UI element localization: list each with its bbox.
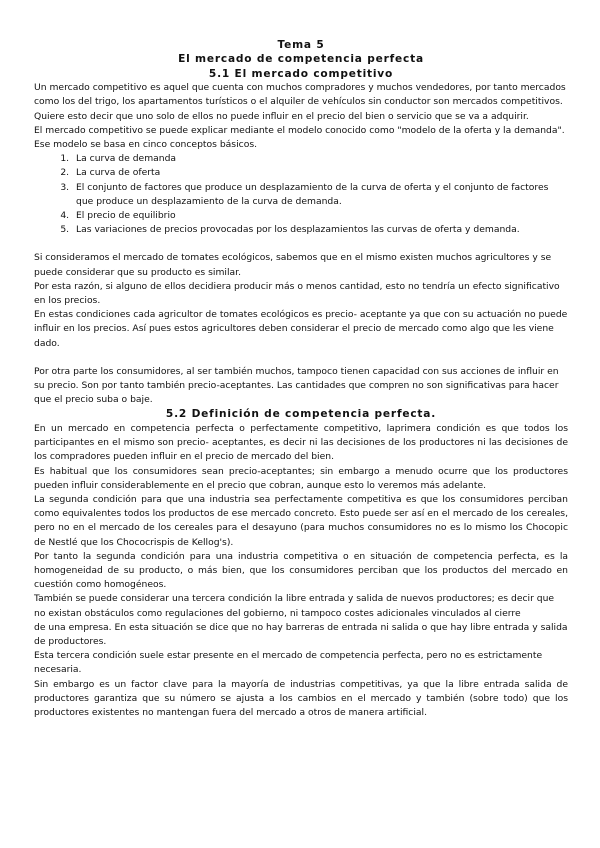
list-item: 5. Las variaciones de precios provocadas por los desplazamientos las curvas de oferta y demanda. (72, 223, 568, 237)
document-subtitle: El mercado de competencia perfecta (178, 53, 424, 66)
list-item: 4. El precio de equilibrio (72, 209, 568, 223)
list-item: 3. El conjunto de factores que produce un desplazamiento de la curva de oferta y el conjunto de factores que produce un desplazamiento de la curva de demanda. (72, 181, 568, 209)
paragraph: La segunda condición para que una industria sea perfectamente competitiva es que los consumidores perciban como equivalentes todos los productos de ese mercado concreto. Esto puede ser así en el mercado de los cereales, pero no en el mercado de los cereales para el desayuno (para muchos consumidores no es lo mismo los Chocopic de Nestlé que los Chococrispis de Kellog's). (34, 493, 568, 548)
paragraph: Ese modelo se basa en cinco conceptos básicos. (34, 139, 258, 151)
document-body (34, 38, 568, 720)
list-item: 1. La curva de demanda (72, 152, 568, 166)
paragraph: Quiere esto decir que uno solo de ellos no puede influir en el precio del bien o servicio que se va a adquirir. (34, 110, 529, 122)
paragraph: Un mercado competitivo es aquel que cuenta con muchos compradores y muchos vendedores, por tanto mercados como los del trigo, los apartamentos turísticos o el alquiler de vehículos sin conductor son mercados competitivos. (34, 82, 566, 108)
paragraph: En estas condiciones cada agricultor de tomates ecológicos es precio- aceptante ya que con su actuación no puede influir en los precios. Así pues estos agricultores deben considerar el precio de mercado como algo que les viene dado. (34, 309, 568, 349)
section-1-heading: 5.1 El mercado competitivo (208, 67, 394, 80)
section-2-heading: 5.2 Definición de competencia perfecta. (165, 408, 437, 421)
list-item: 2. La curva de oferta (72, 166, 568, 180)
paragraph: Sin embargo es un factor clave para la mayoría de industrias competitivas, ya que la libre entrada salida de productores garantiza que su número se ajusta a los cambios en el mercado y también (sobre todo) que los productores existentes no mantengan fuera del mercado a otros de manera artificial. (34, 678, 568, 718)
spacer (34, 237, 568, 251)
paragraph: El mercado competitivo se puede explicar mediante el modelo conocido como "modelo de la oferta y la demanda". (34, 124, 565, 136)
paragraph: de una empresa. En esta situación se dice que no hay barreras de entrada ni salida o que hay libre entrada y salida de productores. (34, 621, 568, 647)
paragraph: Por tanto la segunda condición para una industria competitiva o en situación de competencia perfecta, es la homogeneidad de su producto, o más bien, que los consumidores perciban que los productos del mercado en cuestión como homogéneos. (34, 550, 568, 591)
paragraph: Esta tercera condición suele estar presente en el mercado de competencia perfecta, pero no es estrictamente necesaria. (34, 650, 543, 676)
paragraph: Si consideramos el mercado de tomates ecológicos, sabemos que en el mismo existen muchos agricultores y se puede considerar que su producto es similar. (34, 252, 552, 278)
paragraph: Por otra parte los consumidores, al ser también muchos, tampoco tienen capacidad con sus acciones de influir en su precio. Son por tanto también precio-aceptantes. Las cantidades que compren no son significativas para hacer que el precio suba o baje. (34, 365, 559, 406)
paragraph: Es habitual que los consumidores sean precio-aceptantes; sin embargo a menudo ocurre que los productores pueden influir considerablemente en el precio que cobran, aunque esto lo veremos más adelante. (34, 465, 568, 491)
concepts-list (34, 152, 568, 237)
paragraph: En un mercado en competencia perfecta o perfectamente competitivo, laprimera condición es que todos los participantes en el mismo son precio- aceptantes, es decir ni las decisiones de los productores ni las decisiones de los compradores pueden influir en el precio de mercado del bien. (34, 422, 568, 463)
paragraph: También se puede considerar una tercera condición la libre entrada y salida de nuevos productores; es decir que no existan obstáculos como regulaciones del gobierno, ni tampoco costes adicionales vinculados al cierre (34, 593, 555, 619)
paragraph: Por esta razón, si alguno de ellos decidiera producir más o menos cantidad, esto no tendría un efecto significativo en los precios. (34, 280, 560, 307)
spacer (34, 351, 568, 365)
document-title: Tema 5 (277, 39, 325, 51)
